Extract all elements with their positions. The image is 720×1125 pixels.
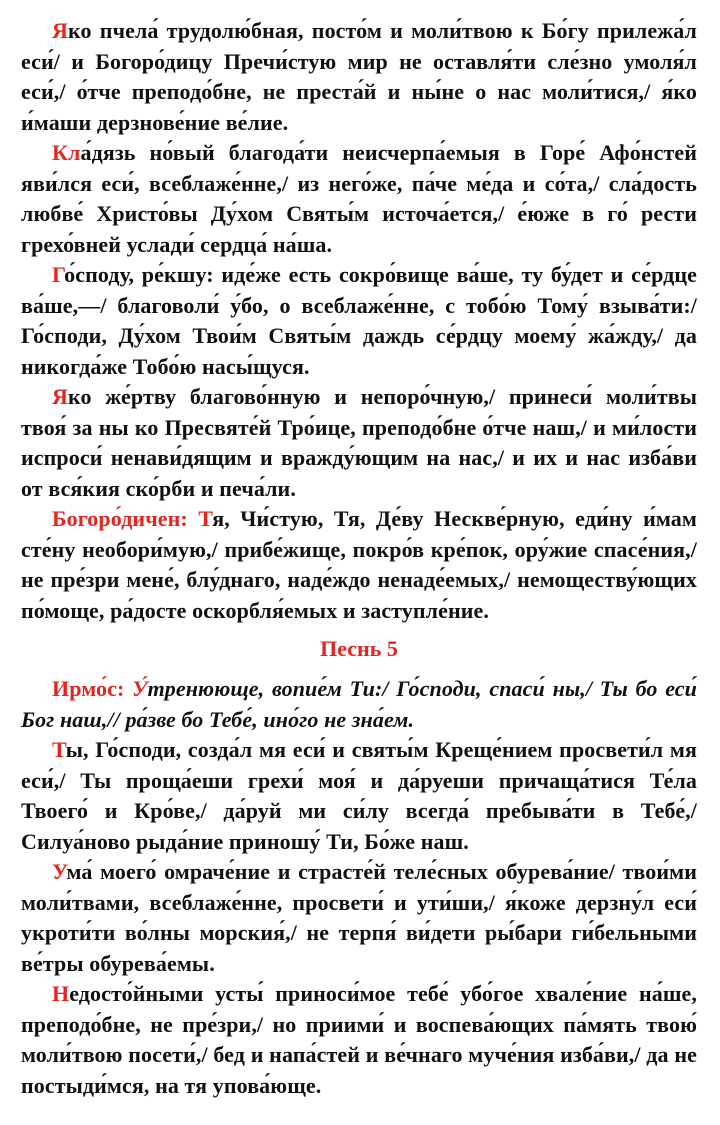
drop-initial: Г [52, 262, 65, 287]
troparion-text: ы, Го́споди, созда́л мя еси́ и святы́м Креще́нием просвети́л мя еси́,/ Ты проща́еши грехи́ моя́ и да́руеши причаща́тися Те́ла Твоего́ и Кро́ве,/ да́руй ми си́лу всегда́ пребыва́ти в Тебе́,/ Силуа́ново рыда́ние приношу́ Ти, Бо́же наш. [21, 737, 697, 854]
troparion-text: ма́ моего́ омраче́ние и страсте́й теле́сных обурева́ние/ твои́ми моли́твами, всеблаже́нне, просвети́ и ути́ши,/ я́коже дерзну́л еси́ укроти́ти во́лны морския́,/ не терпя́ ви́дети ры́бари ги́бельными ве́тры обурева́емы. [21, 859, 697, 976]
troparion-text: едосто́йными усты́ приноси́мое тебе́ убо́гое хвале́ние на́ше, преподо́бне, не пре́зри,/ но приими́ и воспева́ющих па́мять твою́ моли́твою посети́,/ бед и напа́стей и ве́чнаго муче́ния изба́ви,/ да не постыди́мся, на тя упова́юще. [21, 981, 697, 1098]
drop-initial: Я [52, 384, 68, 409]
drop-initial: Т [52, 737, 66, 762]
troparion-6 [21, 857, 697, 979]
drop-initial: У [52, 859, 67, 884]
ode-heading: Песнь 5 [320, 636, 398, 661]
troparion-4 [21, 382, 697, 504]
drop-initial: Я [52, 18, 68, 43]
drop-initial: Н [52, 981, 70, 1006]
irmos-text: тренююще, вопие́м Ти:/ Го́споди, спаси́ ны,/ Ты бо еси́ Бог наш,// ра́зве бо Тебе́, ино́го не зна́ем. [21, 676, 697, 732]
troparion-text: а́дязь но́вый благода́ти неисчерпа́емыя в Горе́ Афо́нстей яви́лся еси́, всеблаже́нне,/ из него́же, па́че ме́да и со́та,/ сла́дость любве́ Христо́вы Ду́хом Святы́м источа́ется,/ е́юже в го́ рести грехо́вней услади́ сердца́ на́ша. [21, 140, 697, 257]
troparion-2 [21, 138, 697, 260]
troparion-text: ко пчела́ трудолю́бная, посто́м и моли́твою к Бо́гу прилежа́л еси́/ и Богоро́дицу Пречи́стую мир не оставля́ти сле́зно умоля́л еси́,/ о́тче преподо́бне, не преста́й и ны́не о нас моли́тися,/ я́ко и́маши дерзнове́ние ве́лие. [21, 18, 697, 135]
troparion-text: о́споду, ре́кшу: иде́же есть сокро́вище ва́ше, ту бу́дет и се́рдце ва́ше,—/ благоволи́ у́бо, о всеблаже́нне, с тобо́ю Тому́ взыва́ти:/ Го́споди, Ду́хом Твои́м Святы́м даждь се́рдцу моему́ жа́жду,/ да никогда́же Тобо́ю насы́щуся. [21, 262, 697, 379]
irmos-label: Ирмо́с: [52, 676, 125, 701]
drop-initial: Т [198, 506, 213, 531]
troparion-3 [21, 260, 697, 382]
troparion-text: ко же́ртву благово́нную и непоро́чную,/ принеси́ моли́твы твоя́ за ны ко Пресвяте́й Тро́ице, преподо́бне о́тче наш,/ и ми́лости испроси́ ненави́дящим и вражду́ющим на нас,/ и их и нас изба́ви от вся́кия ско́рби и печа́ли. [21, 384, 697, 501]
theotokion-label: Богоро́дичен: [52, 506, 188, 531]
troparion-7 [21, 979, 697, 1101]
theotokion [21, 504, 697, 626]
irmos [21, 674, 697, 735]
page [21, 16, 697, 1101]
drop-initial: У́ [132, 676, 148, 701]
troparion-1 [21, 16, 697, 138]
troparion-5 [21, 735, 697, 857]
theotokion-text: я, Чи́стую, Тя, Де́ву Нескве́рную, еди́ну и́мам сте́ну необори́мую,/ прибе́жище, покро́в кре́пок, ору́жие спасе́ния,/ не пре́зри мене́, блу́днаго, наде́ждо ненаде́емых,/ немоществу́ющих по́моще, ра́досте оскорбля́емых и заступле́ние. [21, 506, 697, 623]
drop-initial: Кл [52, 140, 81, 165]
